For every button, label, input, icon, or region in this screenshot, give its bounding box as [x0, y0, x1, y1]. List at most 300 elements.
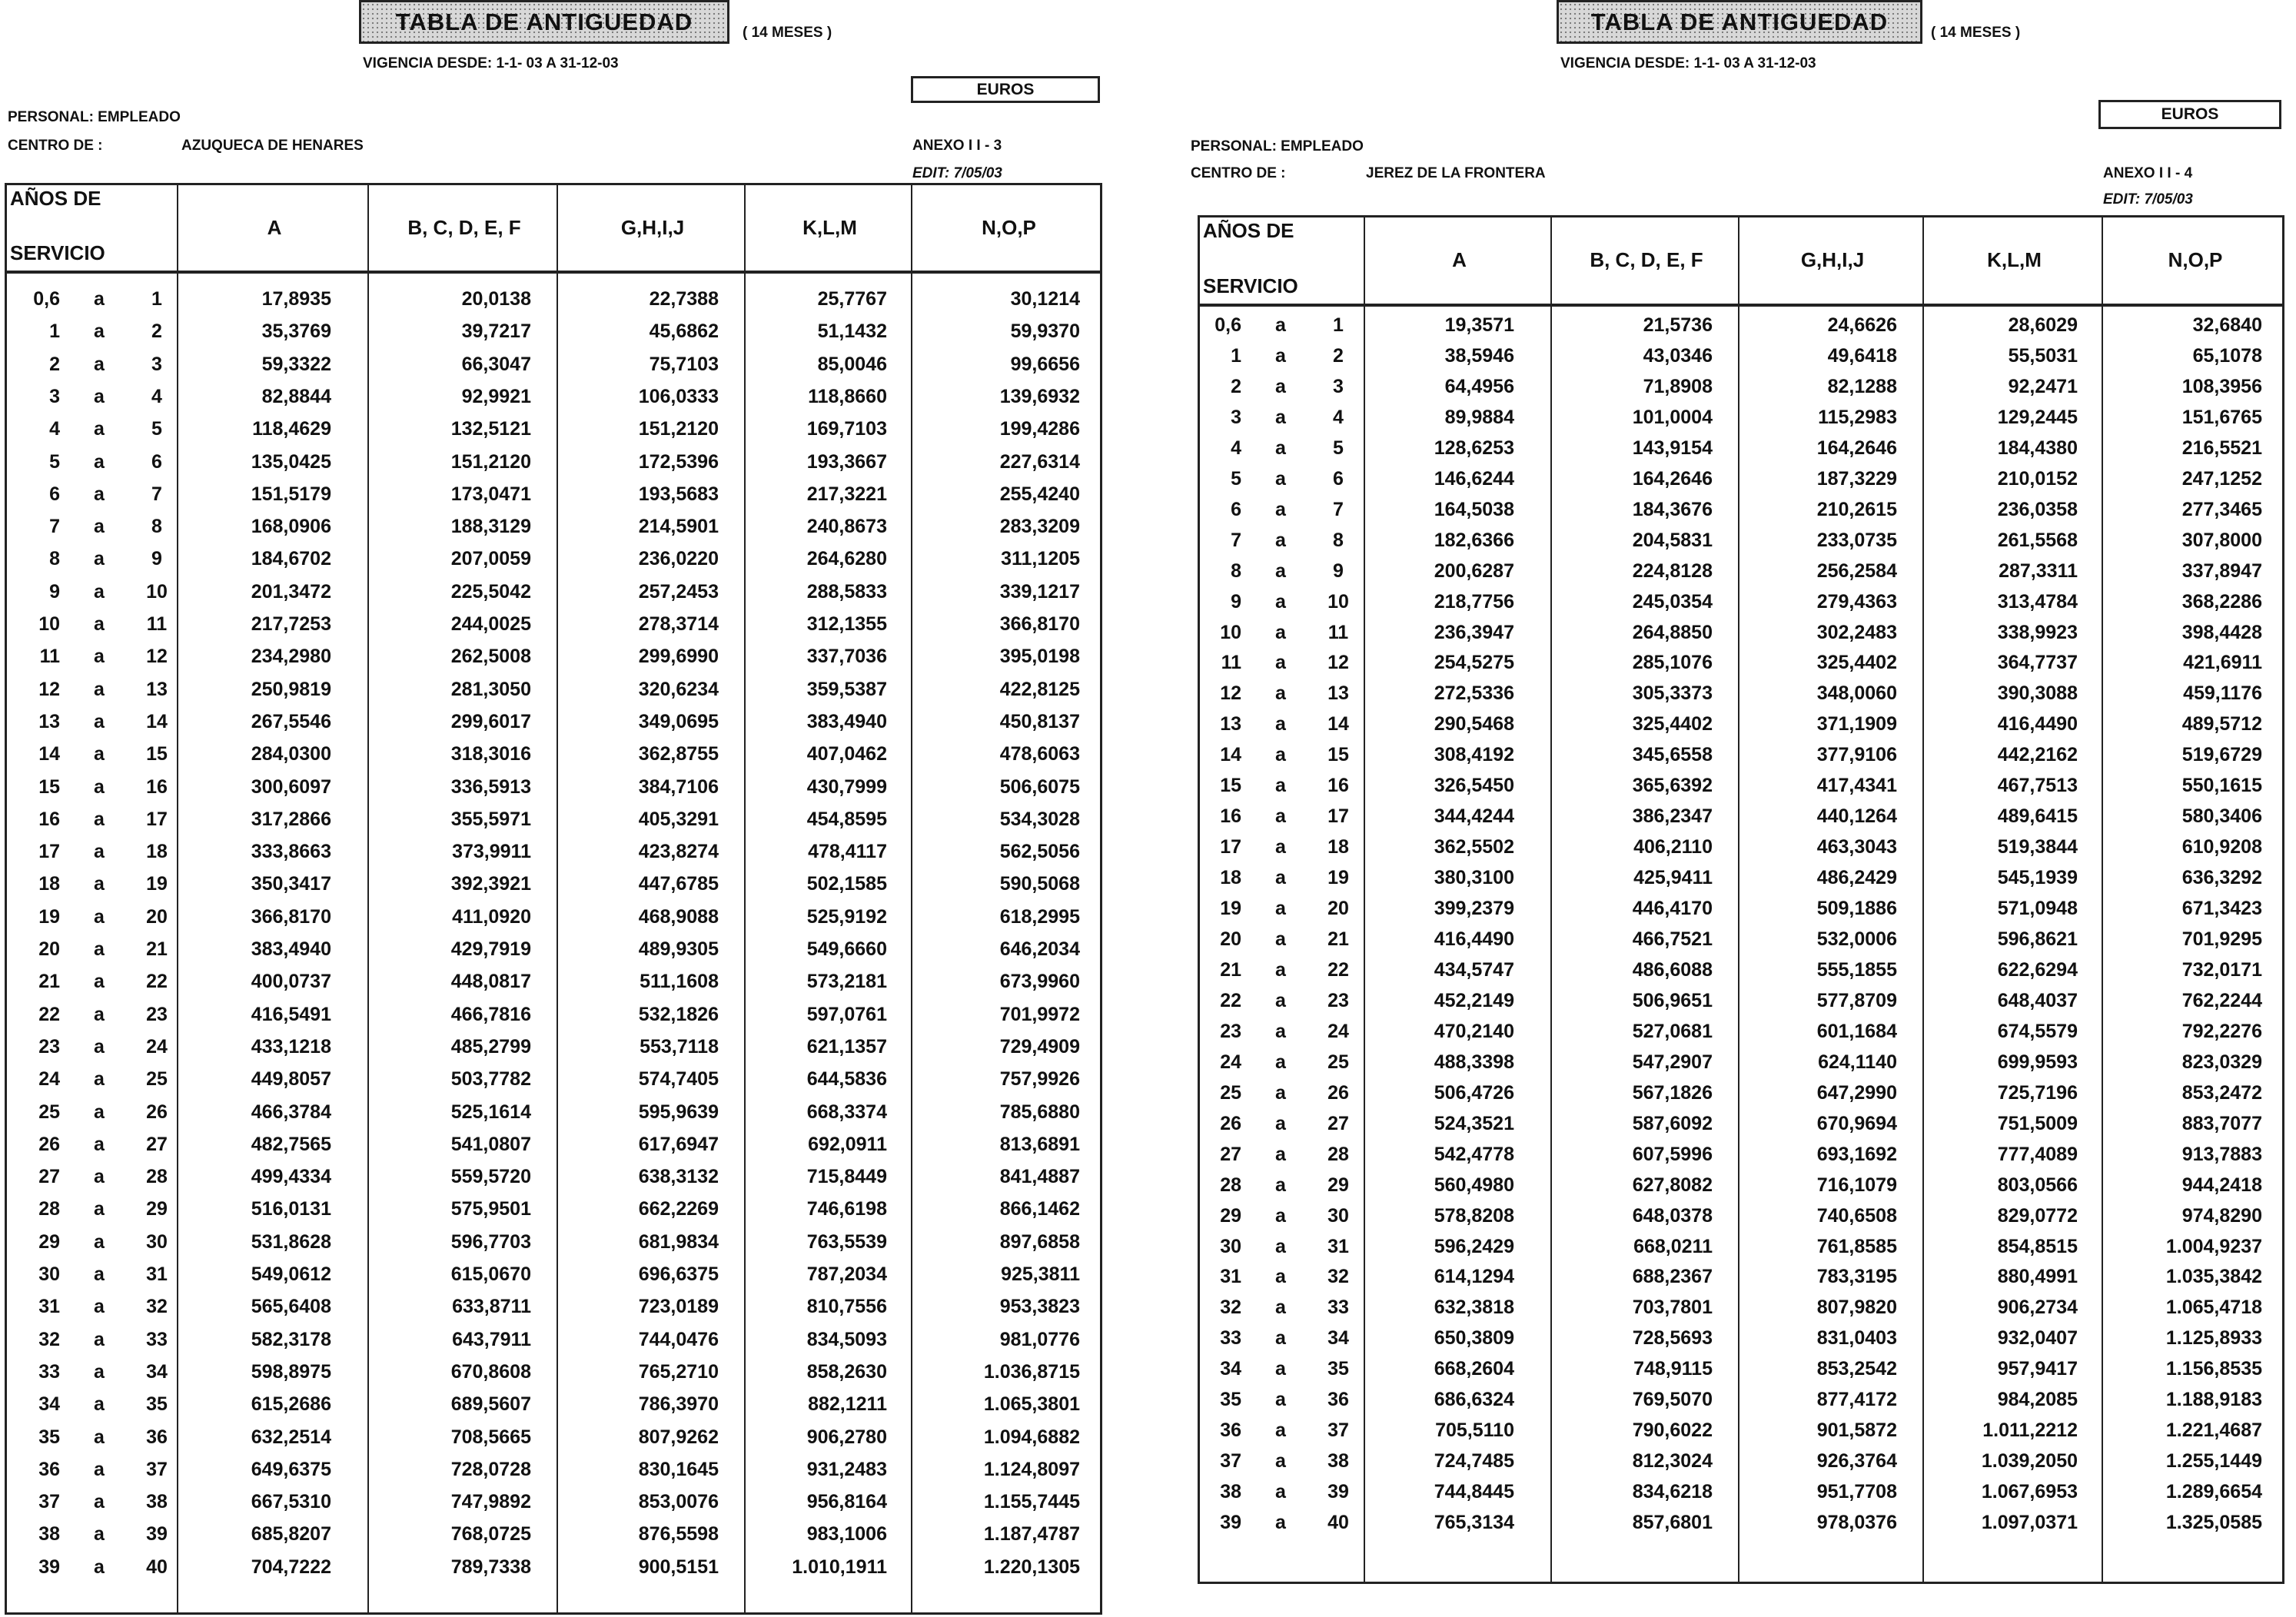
table-row [7, 581, 1100, 612]
years-from: 27 [38, 1166, 60, 1188]
years-connector: a [1275, 1327, 1286, 1350]
years-to: 29 [146, 1198, 168, 1220]
value-cell: 541,0807 [450, 1133, 531, 1155]
years-to: 27 [1327, 1112, 1349, 1134]
value-cell: 225,5042 [450, 580, 531, 603]
years-to: 22 [1327, 958, 1349, 981]
anexo-label: ANEXO I I - 3 [912, 138, 1002, 154]
value-cell: 164,2646 [1816, 437, 1897, 459]
years-to: 30 [146, 1230, 168, 1253]
value-cell: 1.094,6882 [983, 1426, 1080, 1448]
years-from: 39 [1220, 1512, 1241, 1534]
years-to: 37 [1327, 1419, 1349, 1442]
value-cell: 729,4909 [999, 1035, 1080, 1058]
value-cell: 366,8170 [999, 613, 1080, 635]
years-connector: a [1275, 958, 1286, 981]
value-cell: 485,2799 [450, 1035, 531, 1058]
value-cell: 302,2483 [1816, 621, 1897, 643]
table-row [1200, 713, 2282, 744]
table-row [1200, 775, 2282, 805]
value-cell: 283,3209 [999, 516, 1080, 538]
value-cell: 632,2514 [251, 1426, 331, 1448]
table-row [7, 483, 1100, 514]
years-from: 1 [1231, 344, 1241, 367]
value-cell: 452,2149 [1434, 989, 1514, 1011]
years-from: 18 [38, 873, 60, 895]
years-to: 32 [1327, 1266, 1349, 1288]
years-connector: a [94, 1035, 105, 1058]
value-cell: 696,6375 [638, 1263, 719, 1285]
value-cell: 723,0189 [638, 1296, 719, 1318]
column-header: N,O,P [982, 215, 1036, 239]
value-cell: 699,9593 [1997, 1051, 2078, 1073]
value-cell: 674,5579 [1997, 1020, 2078, 1042]
value-cell: 416,4490 [1997, 713, 2078, 735]
seniority-table [5, 183, 1102, 1615]
table-row [1200, 1481, 2282, 1512]
value-cell: 305,3373 [1632, 682, 1713, 705]
value-cell: 724,7485 [1434, 1450, 1514, 1473]
value-cell: 803,0566 [1997, 1174, 2078, 1196]
table-row [1200, 437, 2282, 468]
years-from: 33 [38, 1360, 60, 1383]
table-row [1200, 928, 2282, 959]
page-title: TABLA DE ANTIGUEDAD [395, 8, 693, 35]
table-row [1200, 836, 2282, 867]
table-row [7, 1263, 1100, 1294]
years-from: 13 [1220, 713, 1241, 735]
years-connector: a [94, 905, 105, 928]
years-from: 30 [1220, 1235, 1241, 1257]
years-from: 15 [38, 775, 60, 798]
years-from: 5 [1231, 467, 1241, 490]
years-from: 16 [1220, 805, 1241, 828]
value-cell: 193,5683 [638, 483, 719, 505]
page-title: TABLA DE ANTIGUEDAD [1590, 8, 1889, 35]
edit-date: EDIT: 7/05/03 [2103, 191, 2193, 208]
value-cell: 560,4980 [1434, 1174, 1514, 1196]
value-cell: 783,3195 [1816, 1266, 1897, 1288]
value-cell: 705,5110 [1435, 1419, 1514, 1442]
years-from: 12 [38, 678, 60, 700]
value-cell: 463,3043 [1816, 836, 1897, 858]
value-cell: 43,0346 [1643, 344, 1713, 367]
value-cell: 615,0670 [450, 1263, 531, 1285]
value-cell: 320,6234 [638, 678, 719, 700]
years-from: 15 [1220, 775, 1241, 797]
years-connector: a [1275, 1450, 1286, 1473]
years-connector: a [94, 483, 105, 505]
years-from: 11 [39, 646, 60, 668]
value-cell: 71,8908 [1643, 375, 1713, 397]
value-cell: 550,1615 [2181, 775, 2262, 797]
value-cell: 956,8164 [806, 1491, 887, 1513]
years-to: 31 [146, 1263, 168, 1285]
value-cell: 685,8207 [251, 1523, 331, 1546]
years-from: 10 [38, 613, 60, 635]
years-from: 27 [1220, 1143, 1241, 1165]
years-from: 35 [1220, 1389, 1241, 1411]
value-cell: 416,4490 [1434, 928, 1514, 950]
years-connector: a [94, 678, 105, 700]
table-row [7, 906, 1100, 937]
column-header: K,L,M [802, 215, 857, 239]
value-cell: 590,5068 [999, 873, 1080, 895]
value-cell: 489,5712 [2181, 713, 2262, 735]
years-connector: a [1275, 1174, 1286, 1196]
value-cell: 430,7999 [806, 775, 887, 798]
value-cell: 897,6858 [999, 1230, 1080, 1253]
value-cell: 834,5093 [806, 1328, 887, 1350]
years-from: 17 [1220, 836, 1241, 858]
value-cell: 240,8673 [806, 516, 887, 538]
years-from: 18 [1220, 867, 1241, 889]
table-row [1200, 744, 2282, 775]
value-cell: 325,4402 [1632, 713, 1713, 735]
value-cell: 854,8515 [1997, 1235, 2078, 1257]
years-to: 3 [151, 353, 162, 375]
value-cell: 1.039,2050 [1981, 1450, 2078, 1473]
years-connector: a [1275, 775, 1286, 797]
table-row [7, 1134, 1100, 1164]
value-cell: 768,0725 [450, 1523, 531, 1546]
value-cell: 333,8663 [251, 841, 331, 863]
value-cell: 857,6801 [1632, 1512, 1713, 1534]
value-cell: 359,5387 [806, 678, 887, 700]
value-cell: 28,6029 [2008, 314, 2078, 336]
value-cell: 365,6392 [1632, 775, 1713, 797]
years-from: 22 [38, 1003, 60, 1025]
value-cell: 746,6198 [806, 1198, 887, 1220]
years-connector: a [1275, 682, 1286, 705]
header-years-top: AÑOS DE [10, 187, 101, 210]
years-connector: a [94, 1458, 105, 1480]
years-connector: a [94, 1296, 105, 1318]
value-cell: 516,0131 [251, 1198, 331, 1220]
years-from: 19 [1220, 898, 1241, 920]
value-cell: 383,4940 [251, 938, 331, 960]
years-to: 4 [1333, 406, 1344, 428]
years-from: 21 [38, 971, 60, 993]
years-to: 16 [146, 775, 168, 798]
value-cell: 459,1176 [2183, 682, 2262, 705]
years-from: 24 [1220, 1051, 1241, 1073]
years-connector: a [94, 450, 105, 473]
years-connector: a [94, 320, 105, 343]
value-cell: 366,8170 [251, 905, 331, 928]
value-cell: 380,3100 [1434, 867, 1514, 889]
value-cell: 287,3311 [1999, 559, 2078, 582]
value-cell: 51,1432 [817, 320, 887, 343]
years-to: 29 [1327, 1174, 1349, 1196]
value-cell: 325,4402 [1816, 652, 1897, 674]
column-header: G,H,I,J [620, 215, 685, 239]
value-cell: 506,4726 [1434, 1081, 1514, 1104]
value-cell: 578,8208 [1434, 1204, 1514, 1227]
value-cell: 757,9926 [999, 1068, 1080, 1091]
table-row [1200, 314, 2282, 345]
years-to: 24 [146, 1035, 168, 1058]
value-cell: 506,9651 [1632, 989, 1713, 1011]
value-cell: 25,7767 [817, 288, 887, 310]
value-cell: 953,3823 [999, 1296, 1080, 1318]
value-cell: 277,3465 [2181, 498, 2262, 520]
table-row [7, 1296, 1100, 1326]
years-to: 34 [1327, 1327, 1349, 1350]
value-cell: 115,2983 [1818, 406, 1897, 428]
years-from: 32 [1220, 1297, 1241, 1319]
years-from: 34 [1220, 1358, 1241, 1380]
title-box [1557, 0, 1922, 44]
years-to: 2 [1333, 344, 1344, 367]
value-cell: 810,7556 [806, 1296, 887, 1318]
value-cell: 30,1214 [1010, 288, 1080, 310]
years-connector: a [1275, 928, 1286, 950]
years-connector: a [1275, 805, 1286, 828]
years-from: 12 [1220, 682, 1241, 705]
value-cell: 255,4240 [999, 483, 1080, 505]
years-from: 30 [38, 1263, 60, 1285]
value-cell: 765,2710 [638, 1360, 719, 1383]
value-cell: 624,1140 [1818, 1051, 1897, 1073]
years-to: 39 [1327, 1481, 1349, 1503]
table-row [7, 873, 1100, 904]
years-from: 23 [1220, 1020, 1241, 1042]
value-cell: 395,0198 [999, 646, 1080, 668]
years-connector: a [94, 1133, 105, 1155]
value-cell: 614,1294 [1434, 1266, 1514, 1288]
table-row [7, 743, 1100, 774]
value-cell: 82,8844 [261, 385, 331, 407]
value-cell: 478,4117 [808, 841, 887, 863]
value-cell: 1.325,0585 [2165, 1512, 2262, 1534]
value-cell: 830,1645 [638, 1458, 719, 1480]
table-row [7, 354, 1100, 384]
value-cell: 217,7253 [251, 613, 331, 635]
value-cell: 64,4956 [1444, 375, 1514, 397]
value-cell: 728,5693 [1632, 1327, 1713, 1350]
value-cell: 59,9370 [1010, 320, 1080, 343]
value-cell: 636,3292 [2181, 867, 2262, 889]
value-cell: 210,2615 [1816, 498, 1897, 520]
value-cell: 716,1079 [1816, 1174, 1897, 1196]
centro-value: AZUQUECA DE HENARES [181, 138, 364, 154]
value-cell: 421,6911 [2183, 652, 2262, 674]
years-connector: a [1275, 1051, 1286, 1073]
value-cell: 184,3676 [1632, 498, 1713, 520]
years-to: 34 [146, 1360, 168, 1383]
value-cell: 184,6702 [251, 548, 331, 570]
value-cell: 511,1608 [640, 971, 719, 993]
years-from: 16 [38, 808, 60, 830]
value-cell: 610,9208 [2181, 836, 2262, 858]
table-row [7, 808, 1100, 839]
value-cell: 812,3024 [1632, 1450, 1713, 1473]
table-row [1200, 622, 2282, 652]
value-cell: 118,8660 [808, 385, 887, 407]
value-cell: 264,8850 [1632, 621, 1713, 643]
centro-label: CENTRO DE : [8, 138, 103, 154]
value-cell: 519,6729 [2181, 744, 2262, 766]
years-from: 3 [49, 385, 60, 407]
years-connector: a [94, 1328, 105, 1350]
validity-label: VIGENCIA DESDE: 1-1- 03 A 31-12-03 [1560, 55, 1816, 71]
years-to: 4 [151, 385, 162, 407]
value-cell: 607,5996 [1632, 1143, 1713, 1165]
value-cell: 785,6880 [999, 1101, 1080, 1123]
years-to: 8 [151, 516, 162, 538]
years-to: 10 [146, 580, 168, 603]
years-to: 28 [1327, 1143, 1349, 1165]
years-connector: a [1275, 559, 1286, 582]
years-connector: a [1275, 713, 1286, 735]
value-cell: 524,3521 [1434, 1112, 1514, 1134]
value-cell: 164,5038 [1434, 498, 1514, 520]
table-row [7, 841, 1100, 872]
value-cell: 400,0737 [251, 971, 331, 993]
value-cell: 575,9501 [450, 1198, 531, 1220]
value-cell: 1.035,3842 [2165, 1266, 2262, 1288]
value-cell: 913,7883 [2181, 1143, 2262, 1165]
years-connector: a [1275, 1512, 1286, 1534]
value-cell: 337,7036 [806, 646, 887, 668]
years-to: 33 [1327, 1297, 1349, 1319]
years-from: 10 [1220, 621, 1241, 643]
years-from: 38 [1220, 1481, 1241, 1503]
column-header: B, C, D, E, F [407, 215, 521, 239]
years-from: 34 [38, 1393, 60, 1416]
value-cell: 906,2780 [806, 1426, 887, 1448]
value-cell: 164,2646 [1632, 467, 1713, 490]
value-cell: 405,3291 [638, 808, 719, 830]
value-cell: 595,9639 [638, 1101, 719, 1123]
table-row [7, 1426, 1100, 1457]
value-cell: 151,6765 [2181, 406, 2262, 428]
value-cell: 668,2604 [1434, 1358, 1514, 1380]
value-cell: 467,7513 [1997, 775, 2078, 797]
value-cell: 247,1252 [2181, 467, 2262, 490]
value-cell: 99,6656 [1010, 353, 1080, 375]
personal-label: PERSONAL: EMPLEADO [8, 109, 181, 125]
years-connector: a [94, 418, 105, 440]
value-cell: 132,5121 [450, 418, 531, 440]
value-cell: 32,6840 [2192, 314, 2262, 336]
value-cell: 841,4887 [999, 1166, 1080, 1188]
table-row [1200, 652, 2282, 682]
years-from: 26 [1220, 1112, 1241, 1134]
years-to: 17 [1327, 805, 1349, 828]
value-cell: 1.155,7445 [983, 1491, 1080, 1513]
value-cell: 1.221,4687 [2165, 1419, 2262, 1442]
value-cell: 362,8755 [638, 743, 719, 765]
table-row [7, 1459, 1100, 1489]
value-cell: 562,5056 [999, 841, 1080, 863]
table-row [1200, 1297, 2282, 1327]
value-cell: 272,5336 [1434, 682, 1514, 705]
value-cell: 638,3132 [638, 1166, 719, 1188]
value-cell: 406,2110 [1633, 836, 1713, 858]
header-divider [1200, 304, 2282, 307]
value-cell: 214,5901 [638, 516, 719, 538]
table-row [7, 776, 1100, 807]
value-cell: 728,0728 [450, 1458, 531, 1480]
value-cell: 173,0471 [450, 483, 531, 505]
value-cell: 433,1218 [251, 1035, 331, 1058]
value-cell: 201,3472 [251, 580, 331, 603]
years-to: 11 [146, 613, 168, 635]
years-to: 7 [1333, 498, 1344, 520]
value-cell: 434,5747 [1434, 958, 1514, 981]
value-cell: 1.124,8097 [983, 1458, 1080, 1480]
value-cell: 597,0761 [806, 1003, 887, 1025]
months-label: ( 14 MESES ) [743, 25, 832, 41]
value-cell: 582,3178 [251, 1328, 331, 1350]
years-from: 31 [1220, 1266, 1241, 1288]
value-cell: 101,0004 [1632, 406, 1713, 428]
years-from: 11 [1221, 652, 1241, 674]
table-row [7, 1198, 1100, 1229]
value-cell: 601,1684 [1816, 1020, 1897, 1042]
years-to: 26 [1327, 1081, 1349, 1104]
years-to: 32 [146, 1296, 168, 1318]
years-from: 32 [38, 1328, 60, 1350]
value-cell: 85,0046 [817, 353, 887, 375]
table-row [1200, 1266, 2282, 1297]
value-cell: 858,2630 [806, 1360, 887, 1383]
years-to: 9 [1333, 559, 1344, 582]
table-row [1200, 1021, 2282, 1051]
years-to: 12 [146, 646, 168, 668]
value-cell: 866,1462 [999, 1198, 1080, 1220]
value-cell: 257,2453 [638, 580, 719, 603]
value-cell: 299,6017 [450, 710, 531, 732]
value-cell: 559,5720 [450, 1166, 531, 1188]
value-cell: 596,8621 [1997, 928, 2078, 950]
value-cell: 143,9154 [1632, 437, 1713, 459]
years-from: 37 [1220, 1450, 1241, 1473]
years-to: 10 [1327, 590, 1349, 613]
years-connector: a [1275, 344, 1286, 367]
years-connector: a [94, 385, 105, 407]
value-cell: 299,6990 [638, 646, 719, 668]
value-cell: 627,8082 [1632, 1174, 1713, 1196]
years-from: 1 [49, 320, 60, 343]
value-cell: 429,7919 [450, 938, 531, 960]
value-cell: 307,8000 [2181, 529, 2262, 551]
value-cell: 951,7708 [1816, 1481, 1897, 1503]
years-from: 25 [38, 1101, 60, 1123]
years-to: 20 [146, 905, 168, 928]
years-to: 38 [1327, 1450, 1349, 1473]
years-connector: a [1275, 898, 1286, 920]
value-cell: 139,6932 [999, 385, 1080, 407]
value-cell: 622,6294 [1997, 958, 2078, 981]
years-to: 13 [146, 678, 168, 700]
table-row [7, 1004, 1100, 1034]
value-cell: 769,5070 [1632, 1389, 1713, 1411]
years-from: 4 [1231, 437, 1241, 459]
value-cell: 751,5009 [1997, 1112, 2078, 1134]
value-cell: 66,3047 [461, 353, 531, 375]
value-cell: 326,5450 [1434, 775, 1514, 797]
table-row [1200, 407, 2282, 437]
value-cell: 217,3221 [806, 483, 887, 505]
value-cell: 21,5736 [1643, 314, 1713, 336]
value-cell: 834,6218 [1632, 1481, 1713, 1503]
years-connector: a [94, 1230, 105, 1253]
table-row [7, 1361, 1100, 1392]
years-to: 3 [1333, 375, 1344, 397]
